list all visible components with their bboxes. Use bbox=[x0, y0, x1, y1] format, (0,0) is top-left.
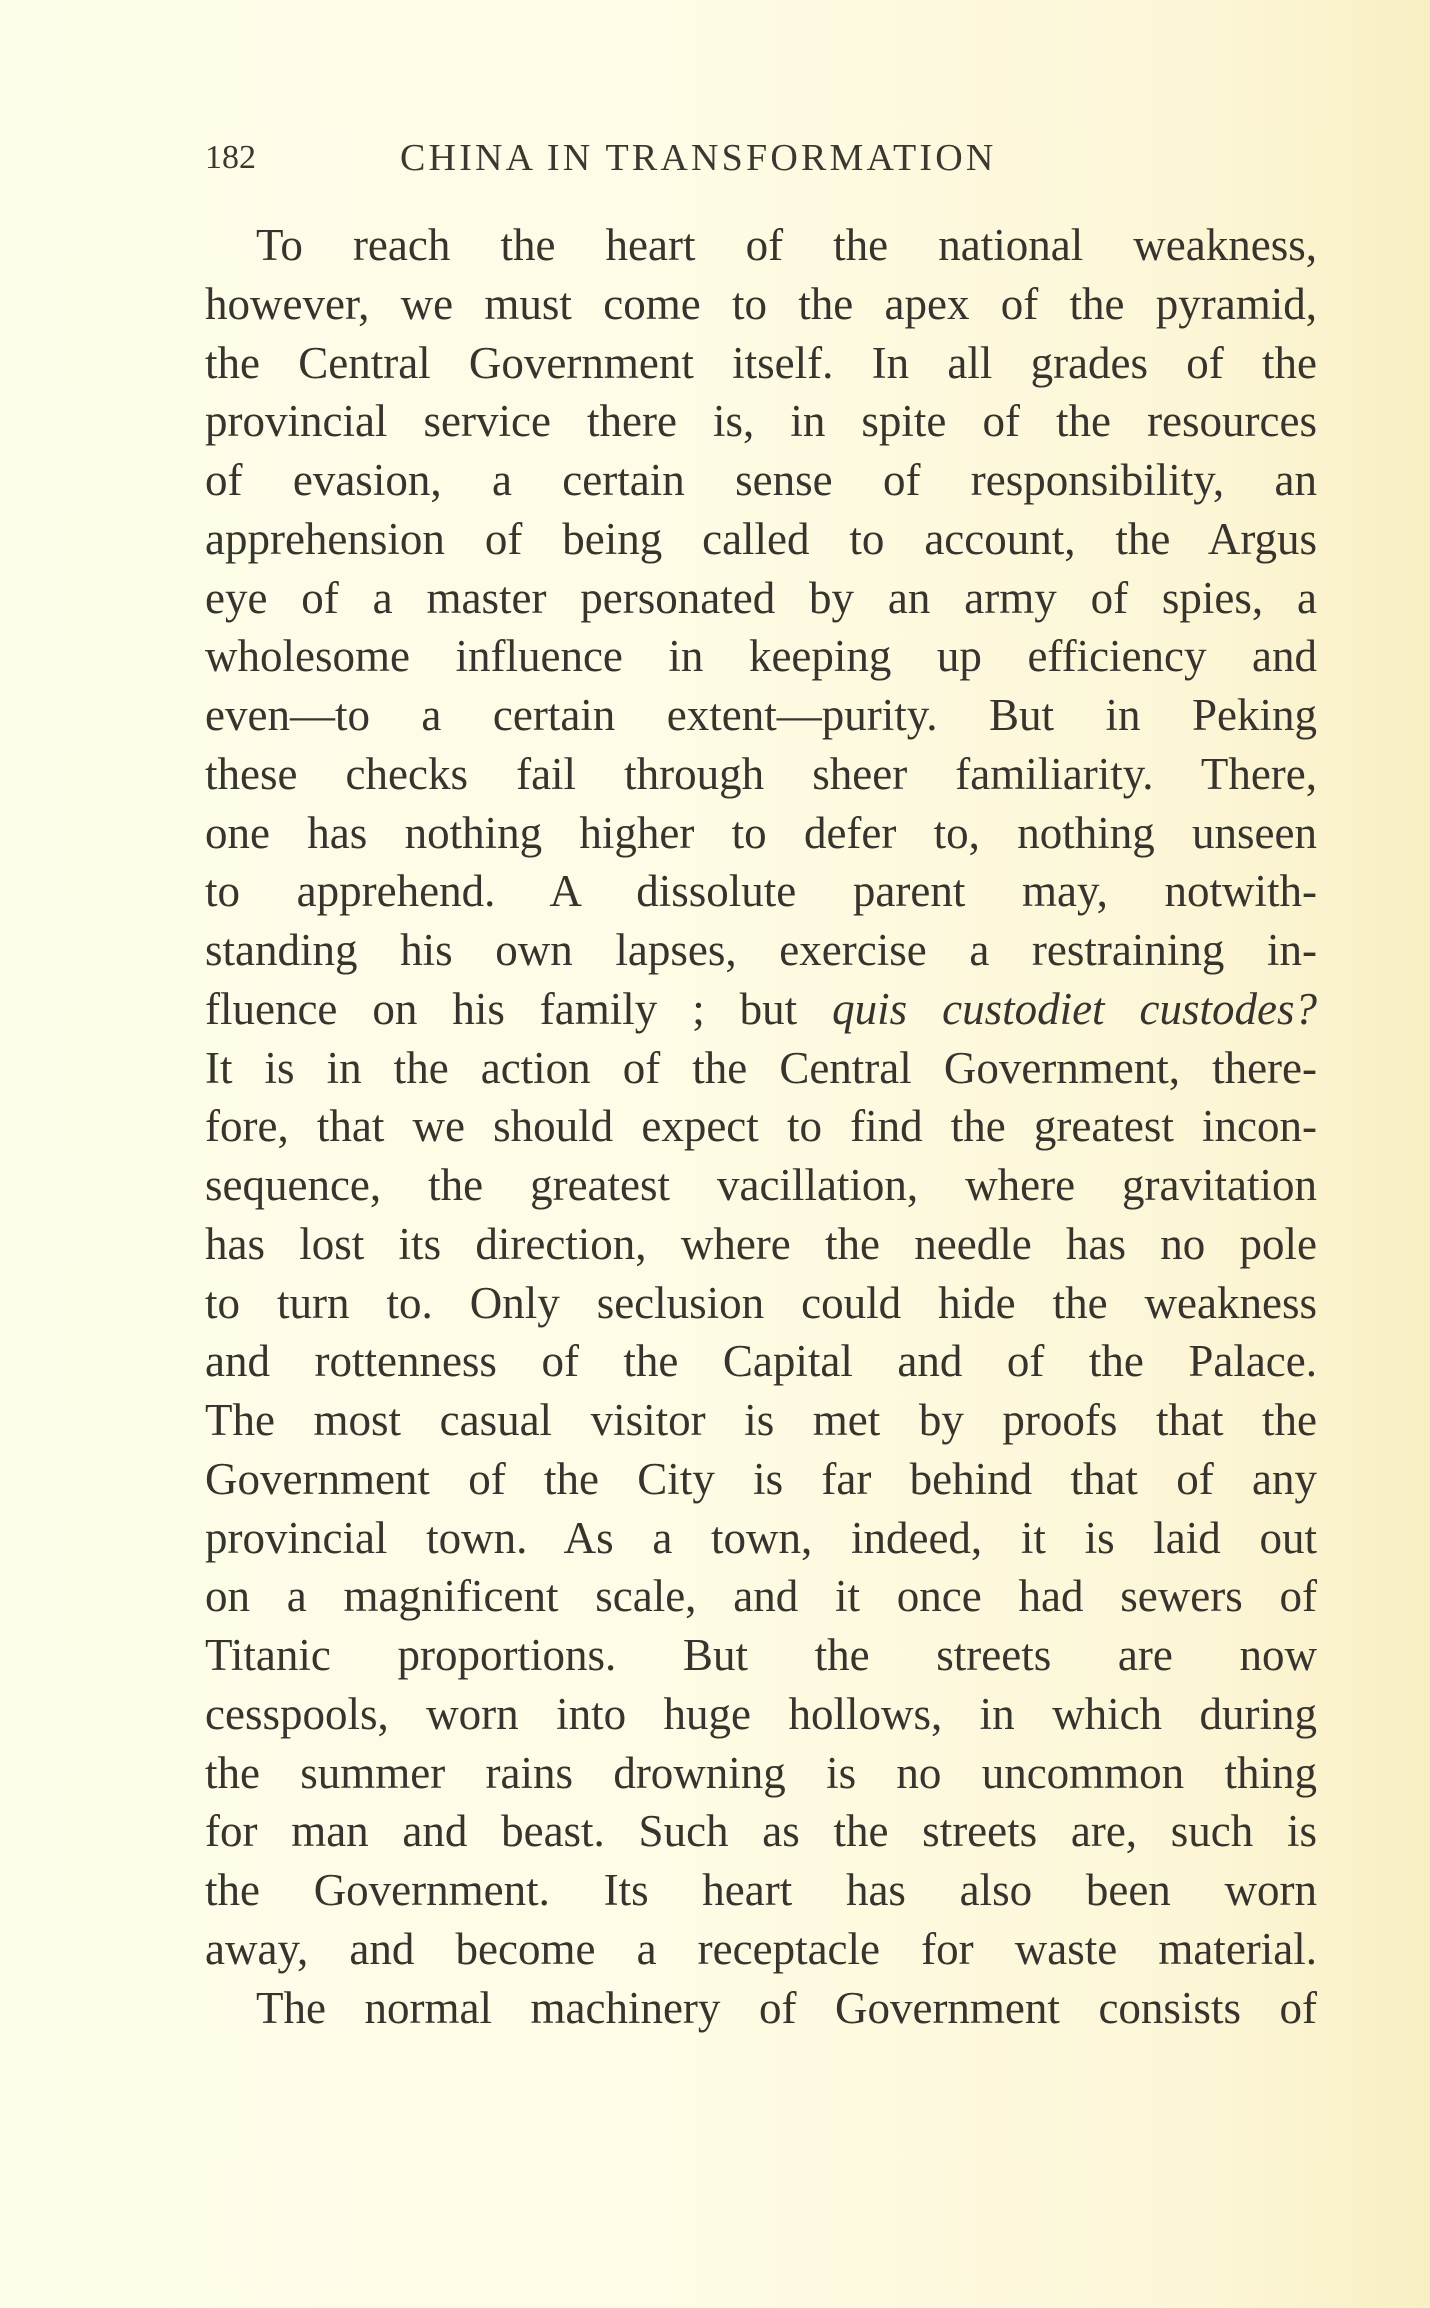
body-text bbox=[205, 216, 1317, 2037]
text-line: to apprehend. A dissolute parent may, notwith- bbox=[205, 866, 1317, 917]
latin-quotation: quis custodiet custodes? bbox=[832, 983, 1317, 1034]
text-line-new-paragraph: The normal machinery of Government consists of bbox=[256, 1982, 1317, 2033]
text-line: these checks fail through sheer familiarity. There, bbox=[205, 748, 1317, 799]
text-line: It is in the action of the Central Government, there- bbox=[205, 1042, 1317, 1093]
text-line: apprehension of being called to account, the Argus bbox=[205, 513, 1317, 564]
text-line: of evasion, a certain sense of responsibility, an bbox=[205, 455, 1317, 505]
text-line: and rottenness of the Capital and of the Palace. bbox=[205, 1336, 1317, 1387]
text-line: Government of the City is far behind that of any bbox=[205, 1453, 1317, 1504]
text-line: The most casual visitor is met by proofs that the bbox=[205, 1395, 1317, 1445]
text-line: eye of a master personated by an army of spies, a bbox=[205, 572, 1317, 623]
running-head bbox=[205, 133, 1125, 183]
text-line: to turn to. Only seclusion could hide the weakness bbox=[205, 1277, 1317, 1328]
text-line: on a magnificent scale, and it once had sewers of bbox=[205, 1571, 1317, 1622]
text-line: for man and beast. Such as the streets are, such is bbox=[205, 1806, 1317, 1857]
text-line: standing his own lapses, exercise a restraining in- bbox=[205, 925, 1317, 975]
text-line: Titanic proportions. But the streets are now bbox=[205, 1630, 1317, 1680]
text-line: away, and become a receptacle for waste material. bbox=[205, 1923, 1317, 1974]
text-fragment: fluence on his family ; but bbox=[205, 983, 798, 1034]
text-line: the Government. Its heart has also been worn bbox=[205, 1865, 1317, 1915]
text-line: one has nothing higher to defer to, nothing unseen bbox=[205, 807, 1317, 858]
text-line: wholesome influence in keeping up efficiency and bbox=[205, 631, 1317, 682]
page-number: 182 bbox=[205, 139, 256, 176]
text-line: however, we must come to the apex of the pyramid, bbox=[205, 278, 1317, 329]
text-line: provincial town. As a town, indeed, it is laid out bbox=[205, 1512, 1317, 1563]
text-line: To reach the heart of the national weakness, bbox=[256, 220, 1317, 270]
text-line: fore, that we should expect to find the greatest incon- bbox=[205, 1101, 1317, 1152]
text-line: sequence, the greatest vacillation, where gravitation bbox=[205, 1160, 1317, 1210]
book-title-header: CHINA IN TRANSFORMATION bbox=[400, 137, 997, 179]
text-line: the Central Government itself. In all grades of the bbox=[205, 337, 1317, 388]
text-line: the summer rains drowning is no uncommon thing bbox=[205, 1747, 1317, 1798]
text-line: provincial service there is, in spite of the resources bbox=[205, 396, 1317, 447]
text-line: even—to a certain extent—purity. But in Peking bbox=[205, 690, 1317, 740]
text-line: cesspools, worn into huge hollows, in which during bbox=[205, 1688, 1317, 1739]
text-line-with-italic bbox=[205, 980, 1317, 1039]
text-line: has lost its direction, where the needle has no pole bbox=[205, 1218, 1317, 1269]
